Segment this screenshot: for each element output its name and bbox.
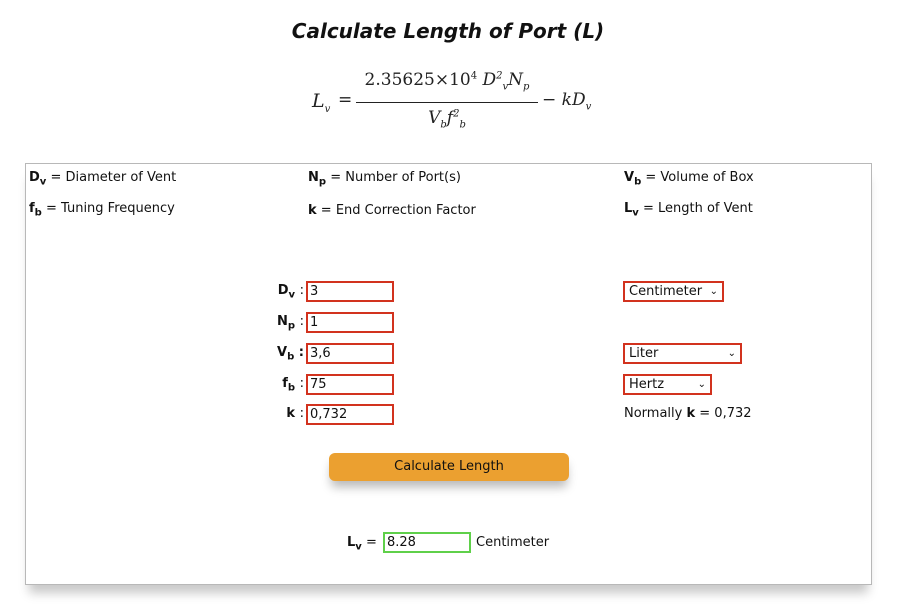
calculator-panel: [25, 163, 872, 585]
k-input[interactable]: 0,732: [306, 404, 394, 425]
chevron-down-icon: ⌄: [697, 379, 706, 390]
fb-input[interactable]: 75: [306, 374, 394, 395]
label-fb: $f_b$ :: [282, 376, 304, 394]
chevron-down-icon: ⌄: [709, 286, 718, 297]
label-vb: $V_b$ :: [277, 345, 304, 363]
definition-fb: $f_b$ = Tuning Frequency: [29, 201, 175, 219]
definition-np: $N_p$ = Number of Port(s): [308, 170, 461, 188]
formula: [308, 68, 608, 138]
result-unit: Centimeter: [476, 535, 550, 550]
definition-dv: $D_v$ = Diameter of Vent: [29, 170, 177, 188]
definition-lv: $L_v$ = Length of Vent: [624, 201, 753, 219]
label-dv: $D_v$ :: [277, 283, 304, 301]
k-note: Normally k = 0,732: [624, 406, 752, 421]
formula-numerator: $2.35625\times 10^4$ $D^2_vN_p$: [364, 70, 530, 93]
dv-unit-select[interactable]: Centimeter ⌄: [623, 281, 724, 302]
formula-rhs: − $kD_v$: [542, 90, 592, 113]
dv-input[interactable]: 3: [306, 281, 394, 302]
chevron-down-icon: ⌄: [727, 348, 736, 359]
definition-k: k = End Correction Factor: [308, 203, 476, 218]
np-input[interactable]: 1: [306, 312, 394, 333]
formula-denominator: $V_bf^2_b$: [428, 108, 466, 131]
calculate-length-button[interactable]: Calculate Length: [329, 453, 569, 481]
page-title: Calculate Length of Port (L): [291, 19, 605, 43]
fb-unit-select[interactable]: Hertz ⌄: [623, 374, 712, 395]
label-np: $N_p$ :: [277, 314, 304, 332]
label-k: k :: [286, 406, 304, 421]
formula-equals: =: [338, 90, 353, 110]
definition-vb: $V_b$ = Volume of Box: [624, 170, 754, 188]
result-output: 8.28: [383, 532, 471, 553]
vb-input[interactable]: 3,6: [306, 343, 394, 364]
formula-lhs: $L_v$: [312, 90, 331, 115]
formula-fraction-bar: [356, 102, 538, 103]
vb-unit-select[interactable]: Liter ⌄: [623, 343, 742, 364]
result-label: $L_v$ =: [347, 535, 377, 553]
